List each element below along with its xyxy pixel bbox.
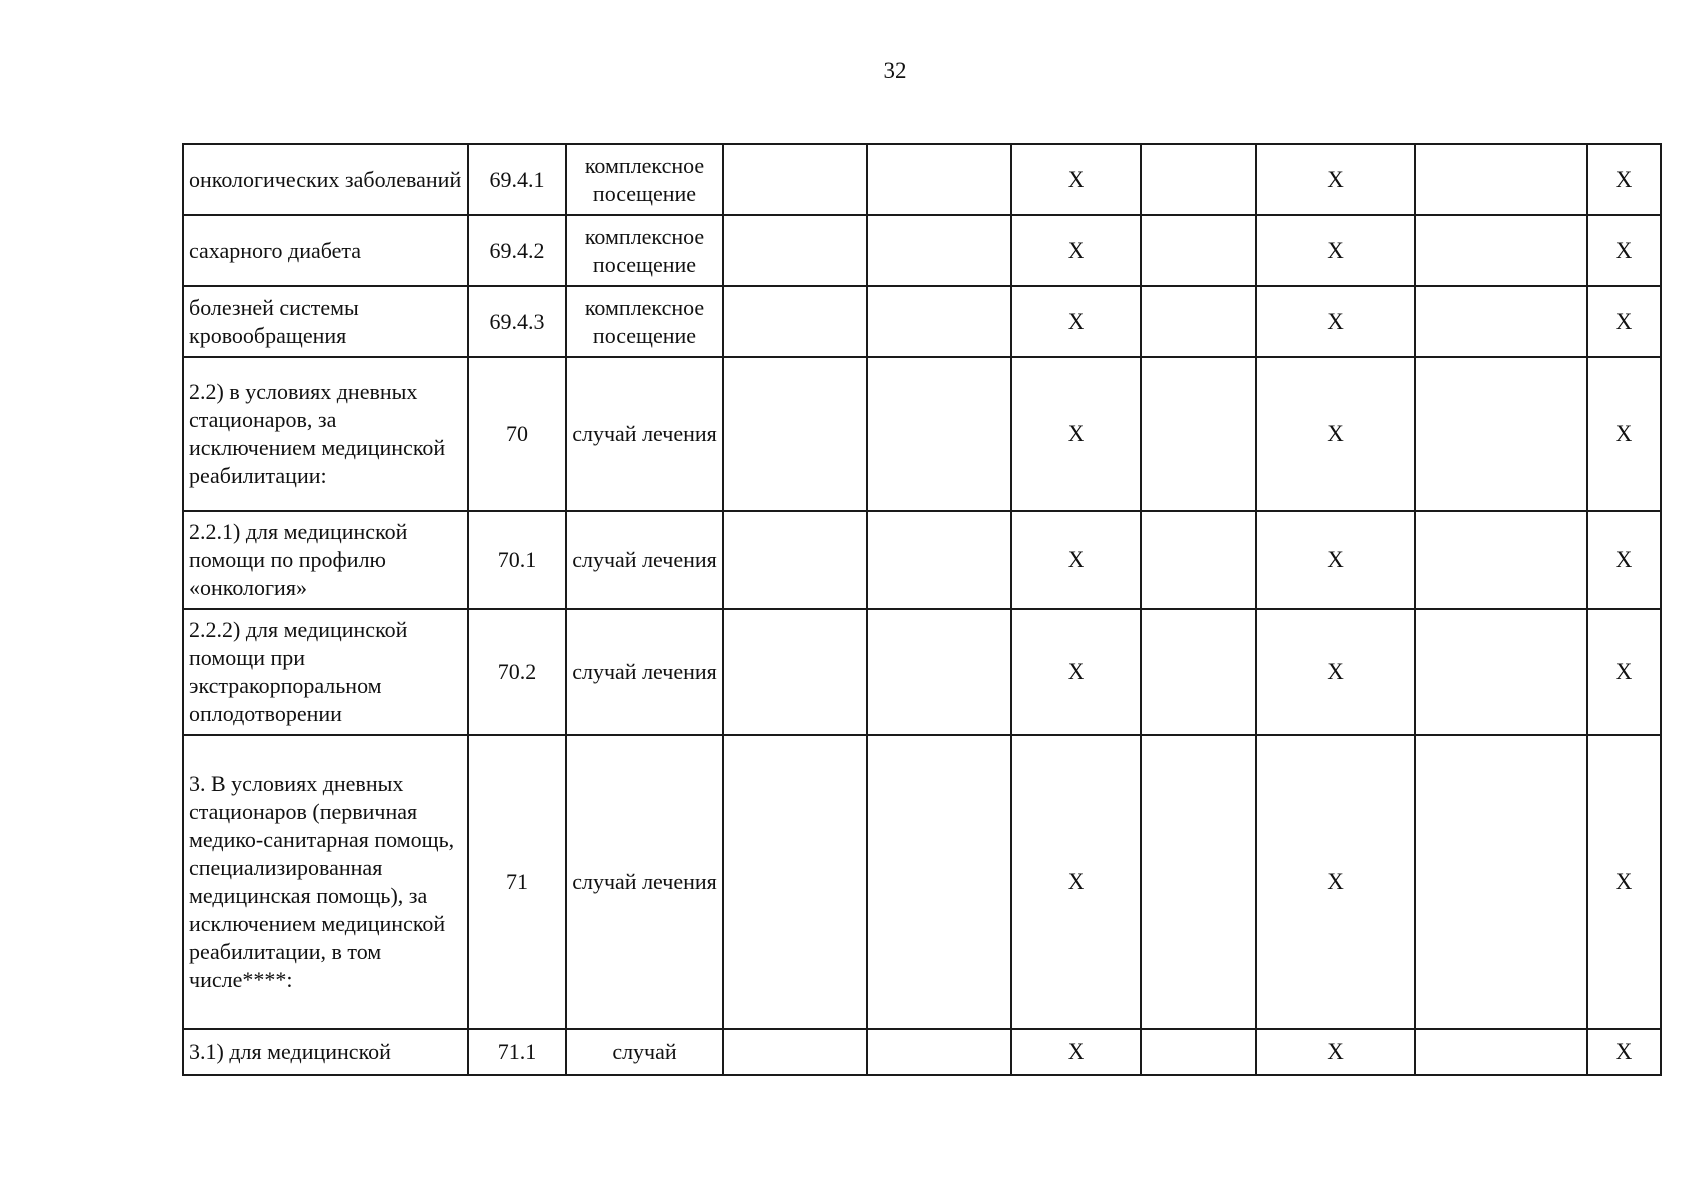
empty-cell — [867, 144, 1011, 215]
row-name: 2.2.1) для медицинской помощи по профилю «онкология» — [183, 511, 468, 609]
empty-cell — [867, 511, 1011, 609]
row-unit: случай лечения — [566, 735, 723, 1029]
table-row — [183, 609, 1661, 735]
x-mark: X — [1011, 286, 1141, 357]
x-mark: X — [1256, 1029, 1415, 1075]
x-mark: X — [1011, 215, 1141, 286]
empty-cell — [1415, 215, 1587, 286]
row-name: онкологических заболеваний — [183, 144, 468, 215]
row-name: 2.2.2) для медицинской помощи при экстракорпоральном оплодотворении — [183, 609, 468, 735]
row-code: 71.1 — [468, 1029, 566, 1075]
row-code: 69.4.3 — [468, 286, 566, 357]
x-mark: X — [1587, 357, 1661, 511]
table-row — [183, 215, 1661, 286]
x-mark: X — [1587, 511, 1661, 609]
row-unit: комплексное посещение — [566, 215, 723, 286]
empty-cell — [867, 735, 1011, 1029]
empty-cell — [723, 286, 867, 357]
page-number: 32 — [883, 58, 907, 83]
table-row — [183, 1029, 1661, 1075]
x-mark: X — [1587, 144, 1661, 215]
empty-cell — [723, 144, 867, 215]
empty-cell — [1141, 286, 1256, 357]
row-name: 2.2) в условиях дневных стационаров, за исключением медицинской реабилитации: — [183, 357, 468, 511]
table-row — [183, 357, 1661, 511]
row-code: 70.1 — [468, 511, 566, 609]
empty-cell — [723, 735, 867, 1029]
x-mark: X — [1011, 735, 1141, 1029]
table-row — [183, 511, 1661, 609]
empty-cell — [867, 1029, 1011, 1075]
row-code: 70 — [468, 357, 566, 511]
x-mark: X — [1011, 511, 1141, 609]
row-unit: случай лечения — [566, 609, 723, 735]
x-mark: X — [1011, 609, 1141, 735]
data-table — [182, 143, 1662, 1076]
empty-cell — [723, 609, 867, 735]
empty-cell — [1141, 511, 1256, 609]
row-unit: случай лечения — [566, 357, 723, 511]
row-name: 3. В условиях дневных стационаров (первичная медико-санитарная помощь, специализированная медицинская помощь), за исключением медицинской реабилитации, в том числе****: — [183, 735, 468, 1029]
empty-cell — [723, 1029, 867, 1075]
row-code: 69.4.1 — [468, 144, 566, 215]
row-name: болезней системы кровообращения — [183, 286, 468, 357]
x-mark: X — [1256, 286, 1415, 357]
x-mark: X — [1256, 735, 1415, 1029]
empty-cell — [723, 357, 867, 511]
x-mark: X — [1011, 144, 1141, 215]
row-unit: комплексное посещение — [566, 286, 723, 357]
empty-cell — [1415, 286, 1587, 357]
x-mark: X — [1587, 1029, 1661, 1075]
x-mark: X — [1256, 511, 1415, 609]
empty-cell — [867, 357, 1011, 511]
empty-cell — [867, 286, 1011, 357]
empty-cell — [1415, 511, 1587, 609]
table-row — [183, 735, 1661, 1029]
empty-cell — [723, 511, 867, 609]
table-row — [183, 286, 1661, 357]
x-mark: X — [1587, 215, 1661, 286]
row-code: 69.4.2 — [468, 215, 566, 286]
empty-cell — [1415, 609, 1587, 735]
x-mark: X — [1011, 357, 1141, 511]
row-name: 3.1) для медицинской — [183, 1029, 468, 1075]
empty-cell — [1415, 735, 1587, 1029]
x-mark: X — [1587, 735, 1661, 1029]
empty-cell — [1141, 357, 1256, 511]
row-unit: случай лечения — [566, 511, 723, 609]
empty-cell — [1141, 609, 1256, 735]
row-code: 70.2 — [468, 609, 566, 735]
x-mark: X — [1256, 215, 1415, 286]
x-mark: X — [1256, 144, 1415, 215]
x-mark: X — [1256, 609, 1415, 735]
row-unit: комплексное посещение — [566, 144, 723, 215]
empty-cell — [1415, 1029, 1587, 1075]
empty-cell — [1141, 215, 1256, 286]
empty-cell — [1415, 357, 1587, 511]
table-row — [183, 144, 1661, 215]
x-mark: X — [1011, 1029, 1141, 1075]
row-code: 71 — [468, 735, 566, 1029]
x-mark: X — [1256, 357, 1415, 511]
empty-cell — [1415, 144, 1587, 215]
x-mark: X — [1587, 609, 1661, 735]
x-mark: X — [1587, 286, 1661, 357]
row-name: сахарного диабета — [183, 215, 468, 286]
empty-cell — [1141, 1029, 1256, 1075]
empty-cell — [1141, 735, 1256, 1029]
empty-cell — [723, 215, 867, 286]
empty-cell — [1141, 144, 1256, 215]
empty-cell — [867, 609, 1011, 735]
row-unit: случай — [566, 1029, 723, 1075]
empty-cell — [867, 215, 1011, 286]
